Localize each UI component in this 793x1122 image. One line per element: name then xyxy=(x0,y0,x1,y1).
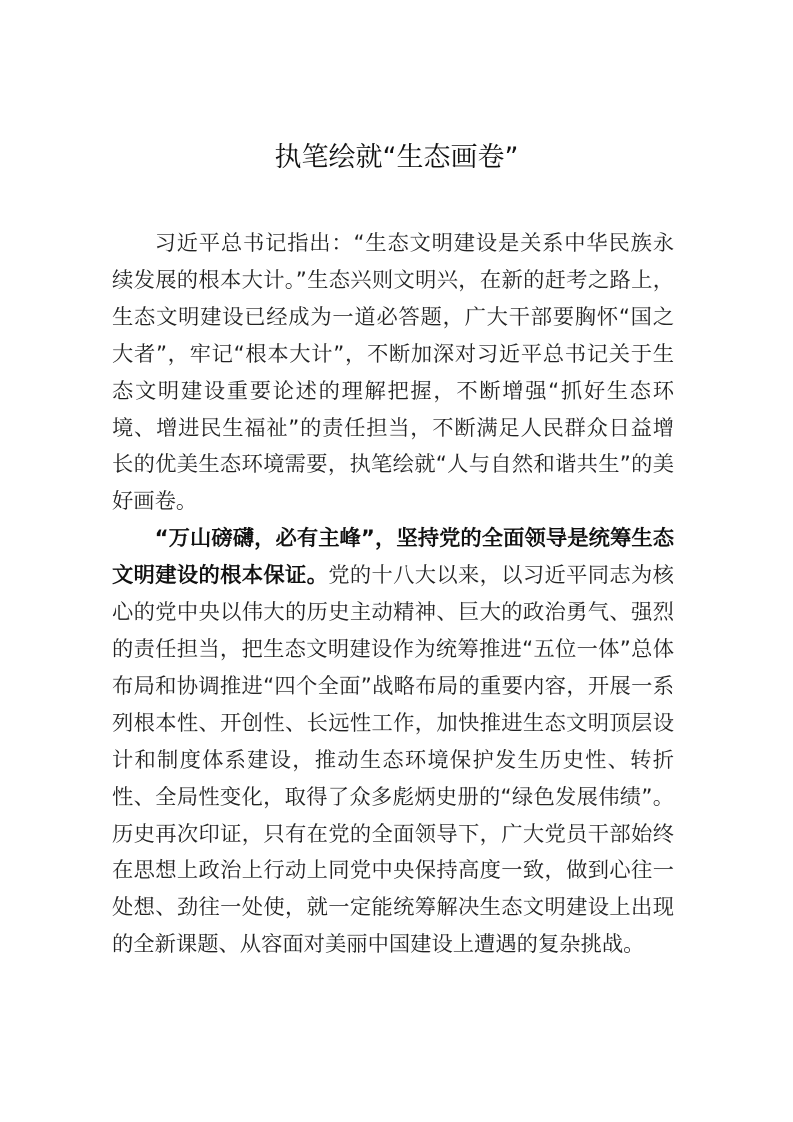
paragraph-text: 党的十八大以来，以习近平同志为核心的党中央以伟大的历史主动精神、巨大的政治勇气、强烈的责任担当，把生态文明建设作为统筹推进“五位一体”总体布局和协调推进“四个全面”战略布局的重要内容，开展一系列根本性、开创性、长远性工作，加快推进生态文明顶层设计和制度体系建设，推动生态环境保护发生历史性、转折性、全局性变化，取得了众多彪炳史册的“绿色发展伟绩”。历史再次印证，只有在党的全面领导下，广大党员干部始终在思想上政治上行动上同党中央保持高度一致，做到心往一处想、劲往一处使，就一定能统筹解决生态文明建设上出现的全新课题、从容面对美丽中国建设上遭遇的复杂挑战。 xyxy=(112,563,674,958)
document-title: 执笔绘就“生态画卷” xyxy=(274,142,519,173)
paragraph-1 xyxy=(112,226,674,521)
document-body xyxy=(112,226,674,964)
paragraph-2 xyxy=(112,521,674,964)
paragraph-text: 习近平总书记指出：“生态文明建设是关系中华民族永续发展的根本大计。”生态兴则文明兴，在新的赶考之路上，生态文明建设已经成为一道必答题，广大干部要胸怀“国之大者”，牢记“根本大计”，不断加深对习近平总书记关于生态文明建设重要论述的理解把握，不断增强“抓好生态环境、增进民生福祉”的责任担当，不断满足人民群众日益增长的优美生态环境需要，执笔绘就“人与自然和谐共生”的美好画卷。 xyxy=(112,231,674,515)
paragraph-lead: “万山磅礴，必有主峰”，坚持党的全面领导是统筹生态文明建设的根本保证。 xyxy=(112,526,674,589)
